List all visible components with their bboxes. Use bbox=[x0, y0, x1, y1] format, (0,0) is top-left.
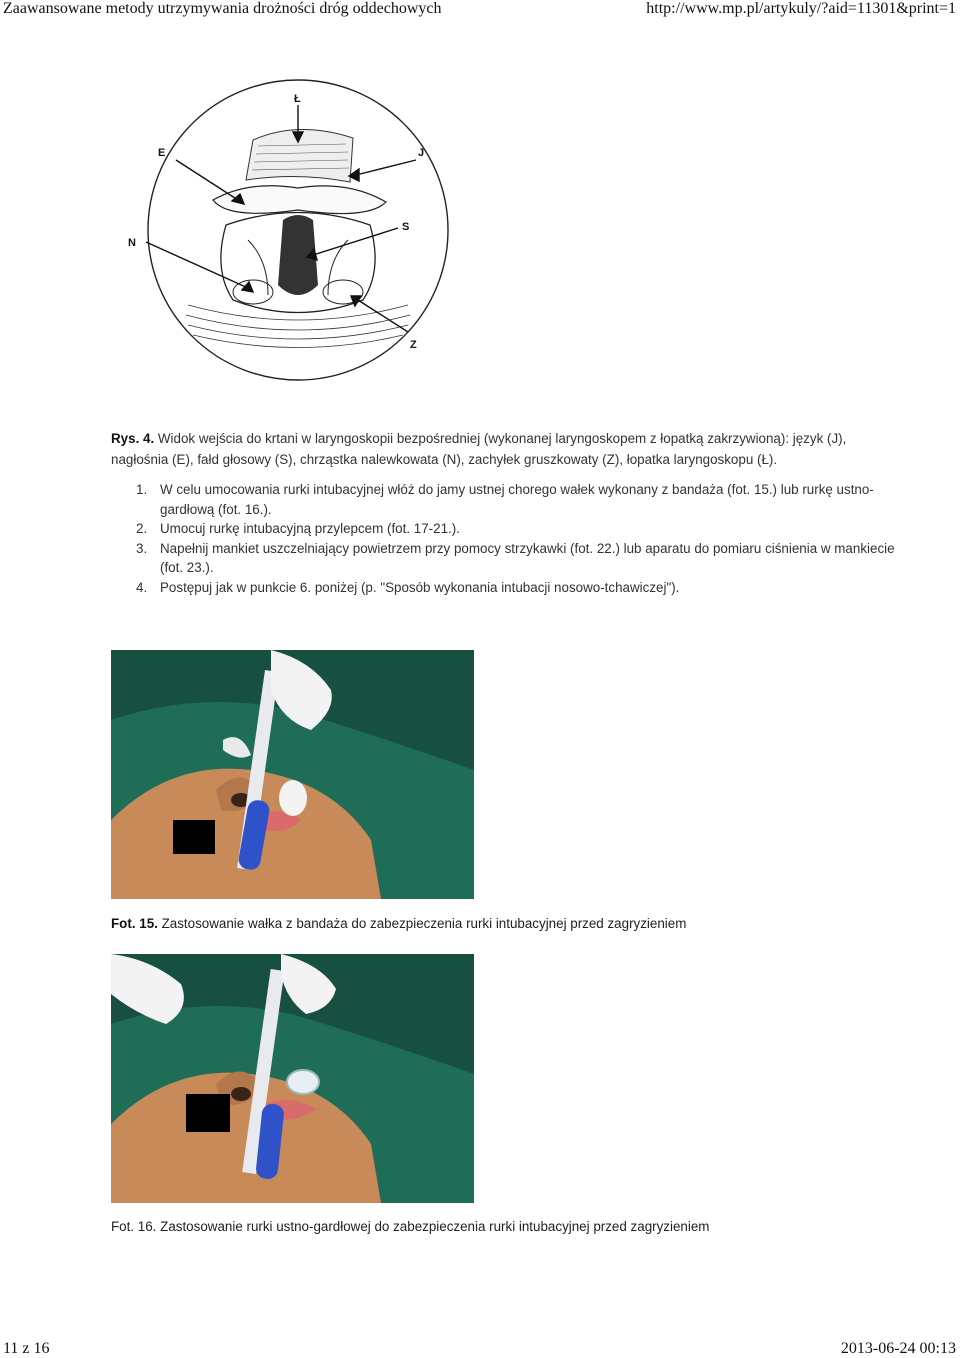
photo-caption-text: Zastosowanie rurki ustno-gardłowej do zabezpieczenia rurki intubacyjnej przed zagryzieniem bbox=[160, 1219, 710, 1234]
page-header-url[interactable]: http://www.mp.pl/artykuly/?aid=11301&print=1 bbox=[646, 0, 956, 17]
page-header-title: Zaawansowane metody utrzymywania drożności dróg oddechowych bbox=[3, 0, 442, 17]
photo-caption-label: Fot. 15. bbox=[111, 916, 158, 931]
list-item: 1. W celu umocowania rurki intubacyjnej włóż do jamy ustnej chorego wałek wykonany z bandaża (fot. 15.) lub rurkę ustno-gardłową (fot. 16.). bbox=[136, 482, 874, 517]
label-z: Z bbox=[410, 339, 417, 351]
steps-list bbox=[136, 480, 896, 597]
photo-oropharyngeal-airway bbox=[111, 954, 474, 1203]
label-l: Ł bbox=[294, 93, 301, 105]
page-number: 11 z 16 bbox=[3, 1340, 50, 1357]
label-n: N bbox=[128, 237, 136, 249]
label-j: J bbox=[418, 147, 425, 159]
figure-caption-text: Widok wejścia do krtani w laryngoskopii bezpośredniej (wykonanej laryngoskopem z łopatką zakrzywioną): język (J), nagłośnia (E), fałd głosowy (S), chrząstka nalewkowata (N), zachyłek gruszkowaty (Z), łopatka laryngoskopu (Ł). bbox=[111, 431, 847, 467]
list-item: 4. Postępuj jak w punkcie 6. poniżej (p. "Sposób wykonania intubacji nosowo-tchawiczej"). bbox=[136, 579, 680, 595]
figure-caption-label: Rys. 4. bbox=[111, 431, 155, 446]
photo-caption-label: Fot. 16. bbox=[111, 1219, 157, 1234]
photo-caption-15 bbox=[111, 916, 911, 931]
label-e: E bbox=[158, 147, 166, 159]
laryngoscopy-diagram bbox=[118, 60, 478, 410]
photo-bandage-roll bbox=[111, 650, 474, 899]
print-timestamp: 2013-06-24 00:13 bbox=[840, 1340, 956, 1357]
list-item: 3. Napełnij mankiet uszczelniający powietrzem przy pomocy strzykawki (fot. 22.) lub aparatu do pomiaru ciśnienia w mankiecie (fot. 23.). bbox=[136, 540, 895, 575]
label-s: S bbox=[402, 221, 410, 233]
photo-caption-16 bbox=[111, 1219, 911, 1234]
photo-caption-text: Zastosowanie wałka z bandaża do zabezpieczenia rurki intubacyjnej przed zagryzieniem bbox=[161, 916, 687, 931]
figure-caption bbox=[111, 428, 891, 470]
list-item: 2. Umocuj rurkę intubacyjną przylepcem (fot. 17-21.). bbox=[136, 521, 460, 536]
